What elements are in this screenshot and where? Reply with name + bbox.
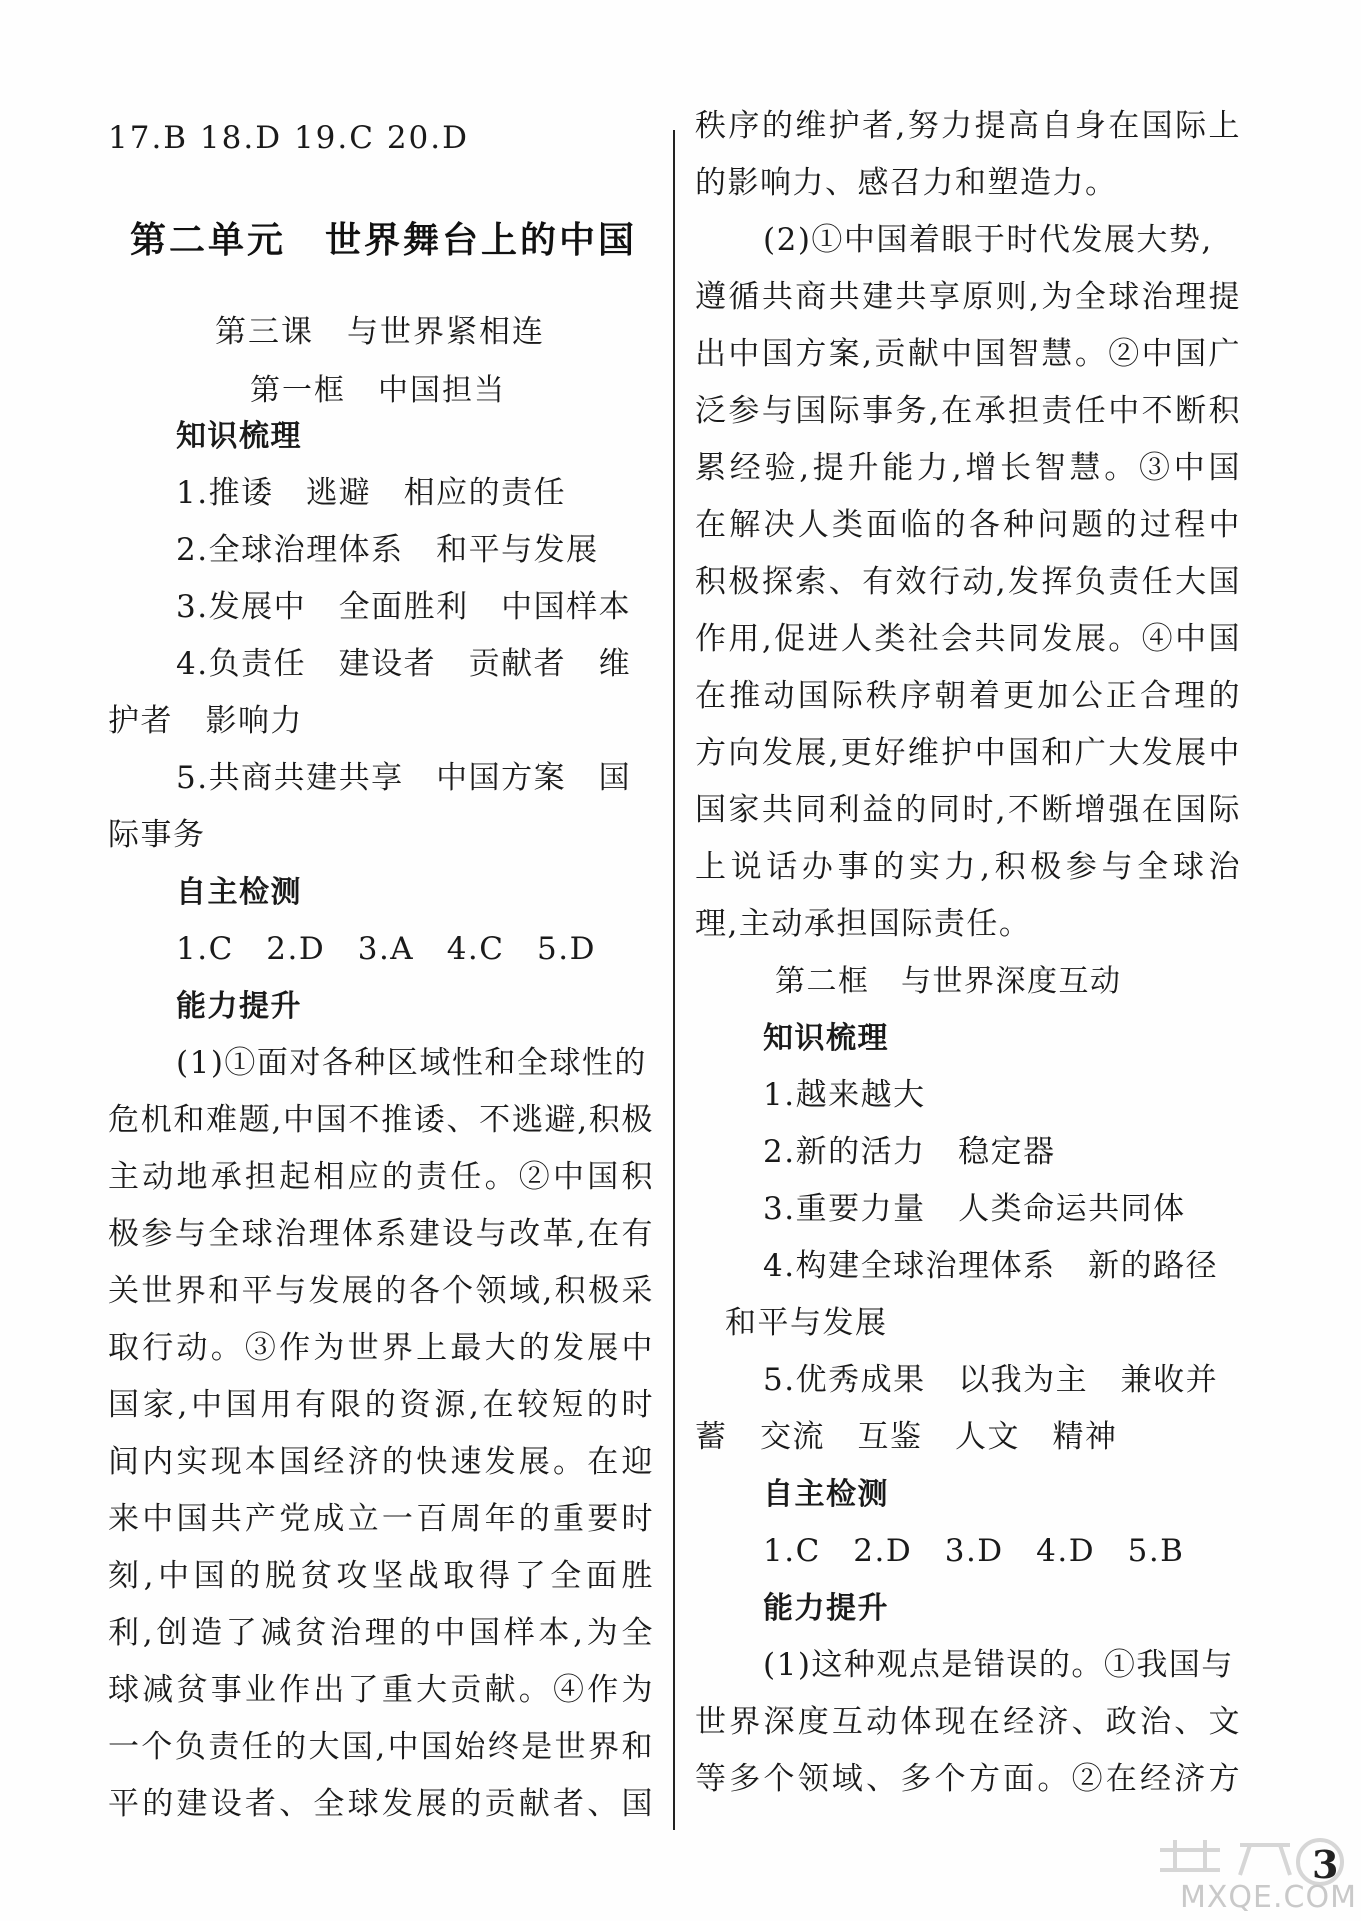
column-divider [673,130,675,1830]
paragraph-line: 上说话办事的实力,积极参与全球治 [695,849,1241,885]
paragraph-line: 作用,促进人类社会共同发展。④中国 [695,621,1241,657]
paragraph-line: 关世界和平与发展的各个领域,积极采 [108,1273,654,1309]
paragraph-line: 来中国共产党成立一百周年的重要时 [108,1501,654,1537]
section-heading: 能力提升 [176,989,302,1024]
paragraph-line: 泛参与国际事务,在承担责任中不断积 [695,393,1241,429]
paragraph-line: 在解决人类面临的各种问题的过程中 [695,507,1241,543]
left-column-body [108,408,654,1833]
answer-item-continuation: 和平与发展 [725,1305,888,1341]
paragraph-line: 遵循共商共建共享原则,为全球治理提 [695,279,1241,315]
continuation-line: 的影响力、感召力和塑造力。 [695,165,1118,201]
paragraph-line: 一个负责任的大国,中国始终是世界和 [108,1729,654,1765]
answer-item: 5.共商共建共享 中国方案 国 [176,760,632,796]
paragraph-line: 等多个领域、多个方面。②在经济方 [695,1761,1241,1797]
paragraph-line: 国家,中国用有限的资源,在较短的时 [108,1387,654,1423]
answer-item: 5.优秀成果 以我为主 兼收并 [763,1362,1219,1398]
paragraph-line: 间内实现本国经济的快速发展。在迎 [108,1444,654,1480]
frame-title: 第二框 与世界深度互动 [775,964,1122,999]
section-heading: 知识梳理 [763,1021,889,1056]
answer-item: 1.C 2.D 3.A 4.C 5.D [176,931,596,967]
answer-item: 3.重要力量 人类命运共同体 [763,1191,1186,1227]
paragraph-line: 累经验,提升能力,增长智慧。③中国 [695,450,1241,486]
answer-item: 4.构建全球治理体系 新的路径 [763,1248,1219,1284]
right-column-body [695,98,1241,1808]
page-number: 3 [1312,1842,1339,1887]
paragraph-line: 危机和难题,中国不推诿、不逃避,积极 [108,1102,654,1138]
paragraph-line: 利,创造了减贫治理的中国样本,为全 [108,1615,654,1651]
paragraph-line: 方向发展,更好维护中国和广大发展中 [695,735,1241,771]
watermark-text: MXQE.COM [1180,1880,1357,1915]
lesson-title: 第三课 与世界紧相连 [215,314,545,350]
paragraph-line: 主动地承担起相应的责任。②中国积 [108,1159,654,1195]
paragraph-line: (1)这种观点是错误的。①我国与 [763,1647,1234,1683]
unit-title: 第二单元 世界舞台上的中国 [130,220,638,261]
continuation-line: 际事务 [108,817,206,853]
answer-item: 1.越来越大 [763,1077,926,1113]
answer-item: 2.新的活力 稳定器 [763,1134,1056,1170]
paragraph-line: 国家共同利益的同时,不断增强在国际 [695,792,1241,828]
continuation-line: 理,主动承担国际责任。 [695,906,1032,942]
paragraph-line: 出中国方案,贡献中国智慧。②中国广 [695,336,1241,372]
paragraph-line: (1)①面对各种区域性和全球性的 [176,1045,647,1081]
paragraph-line: 积极探索、有效行动,发挥负责任大国 [695,564,1241,600]
continuation-line: 蓄 交流 互鉴 人文 精神 [695,1419,1118,1455]
paragraph-line: 球减贫事业作出了重大贡献。④作为 [108,1672,654,1708]
frame-title: 第一框 中国担当 [250,373,506,408]
paragraph-line: 取行动。③作为世界上最大的发展中 [108,1330,654,1366]
paragraph-line: 秩序的维护者,努力提高自身在国际上 [695,108,1241,144]
answer-item: 1.C 2.D 3.D 4.D 5.B [763,1533,1185,1569]
continuation-line: 护者 影响力 [108,703,303,739]
answer-item: 2.全球治理体系 和平与发展 [176,532,599,568]
section-heading: 自主检测 [176,875,302,910]
section-heading: 能力提升 [763,1591,889,1626]
answer-item: 4.负责任 建设者 贡献者 维 [176,646,632,682]
paragraph-line: (2)①中国着眼于时代发展大势, [763,222,1213,258]
answer-item: 1.推诿 逃避 相应的责任 [176,475,567,511]
section-heading: 自主检测 [763,1477,889,1512]
paragraph-line: 世界深度互动体现在经济、政治、文 [695,1704,1241,1740]
previous-answers: 17.B 18.D 19.C 20.D [108,120,469,156]
answer-item: 3.发展中 全面胜利 中国样本 [176,589,632,625]
paragraph-line: 平的建设者、全球发展的贡献者、国 [108,1786,654,1822]
paragraph-line: 在推动国际秩序朝着更加公正合理的 [695,678,1241,714]
paragraph-line: 刻,中国的脱贫攻坚战取得了全面胜 [108,1558,654,1594]
paragraph-line: 极参与全球治理体系建设与改革,在有 [108,1216,654,1252]
section-heading: 知识梳理 [176,419,302,454]
